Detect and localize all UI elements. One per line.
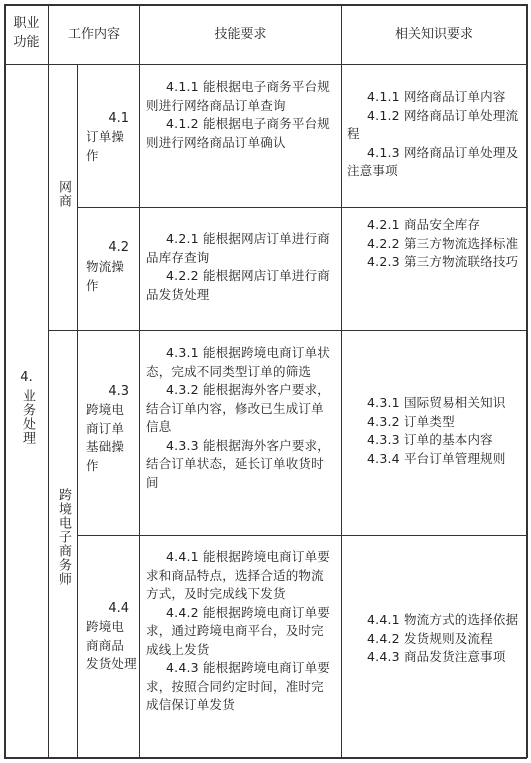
skill-item: 4.2.2 能根据网店订单进行商品发货处理 — [146, 268, 330, 302]
header-knowledge: 相关知识要求 — [394, 27, 473, 42]
row-divider-1 — [77, 207, 527, 208]
knowledge-item: 4.4.3 商品发货注意事项 — [367, 649, 506, 664]
row-4-knowledge — [347, 611, 523, 667]
col-divider-4 — [341, 4, 342, 758]
knowledge-item: 4.1.2 网络商品订单处理流程 — [347, 107, 519, 141]
row-4-title-line: 发货处理 — [86, 656, 137, 671]
header-function-line2: 功能 — [13, 35, 40, 50]
row-1-num: 4.1 — [108, 111, 129, 126]
function-number: 4. — [20, 370, 33, 385]
knowledge-item: 4.1.3 网络商品订单处理及注意事项 — [347, 144, 519, 178]
header-function-line1: 职业 — [13, 16, 40, 31]
row-4-title-line: 商商品 — [86, 637, 125, 653]
skill-item: 4.4.1 能根据跨境电商订单要求和商品特点，选择合适的物流方式，及时完成线下发货 — [146, 549, 330, 601]
row-1-skills — [146, 78, 336, 152]
row-3-skills — [146, 344, 336, 492]
row-4-skills — [146, 548, 336, 715]
knowledge-item: 4.3.2 订单类型 — [367, 413, 455, 429]
row-4-num: 4.4 — [108, 601, 129, 616]
row-3-knowledge — [347, 394, 523, 468]
knowledge-item: 4.3.4 平台订单管理规则 — [367, 450, 506, 466]
header-function — [5, 14, 48, 52]
knowledge-item: 4.2.1 商品安全库存 — [367, 217, 481, 232]
row-1-knowledge — [347, 88, 523, 181]
row-2-num: 4.2 — [108, 240, 129, 255]
table-border-bottom — [4, 757, 527, 759]
row-2-title-text — [86, 258, 136, 295]
row-divider-2 — [48, 330, 527, 331]
table-border-right — [526, 4, 528, 758]
knowledge-item: 4.4.2 发货规则及流程 — [367, 630, 493, 646]
row-3-title-line: 跨境电 — [86, 402, 125, 417]
skill-item: 4.1.1 能根据电子商务平台规则进行网络商品订单查询 — [146, 79, 330, 113]
row-3-title-line: 商订单 — [86, 420, 125, 436]
row-2-title — [78, 238, 139, 257]
header-divider — [4, 64, 527, 65]
skill-item: 4.4.3 能根据跨境电商订单要求，按照合同约定时间，准时完成信保订单发货 — [146, 660, 330, 712]
knowledge-item: 4.1.1 网络商品订单内容 — [367, 89, 506, 104]
table-border-top — [4, 4, 527, 6]
row-3-title — [78, 382, 139, 401]
row-2-knowledge — [347, 216, 523, 272]
skill-item: 4.1.2 能根据电子商务平台规则进行网络商品订单确认 — [146, 116, 330, 150]
row-4-title-text — [86, 618, 140, 674]
skill-item: 4.3.3 能根据海外客户要求，结合订单状态，延长订单收货时间 — [146, 437, 330, 490]
group-label-crossborder: 跨境电子商务师 — [56, 488, 71, 586]
row-divider-3 — [77, 535, 527, 536]
skill-item: 4.4.2 能根据跨境电商订单要求，通过跨境电商平台，及时完成线上发货 — [146, 604, 330, 657]
row-1-title-line: 作 — [86, 147, 99, 163]
row-1-title-text — [86, 128, 136, 165]
knowledge-item: 4.2.3 第三方物流联络技巧 — [367, 254, 519, 269]
knowledge-item: 4.4.1 物流方式的选择依据 — [367, 612, 519, 627]
row-2-title-line: 作 — [86, 277, 99, 293]
function-name: 业务处理 — [20, 389, 35, 445]
row-3-title-line: 作 — [86, 457, 99, 473]
skill-item: 4.3.1 能根据跨境电商订单状态，完成不同类型订单的筛选 — [146, 345, 330, 379]
col-divider-1 — [48, 4, 49, 758]
row-3-num: 4.3 — [108, 384, 129, 399]
knowledge-item: 4.3.3 订单的基本内容 — [367, 432, 493, 447]
knowledge-item: 4.3.1 国际贸易相关知识 — [367, 395, 506, 410]
header-work-content: 工作内容 — [67, 27, 120, 42]
knowledge-item: 4.2.2 第三方物流选择标准 — [367, 235, 519, 251]
skill-item: 4.3.2 能根据海外客户要求，结合订单内容，修改已生成订单信息 — [146, 382, 330, 434]
row-1-title — [78, 109, 139, 128]
header-skills: 技能要求 — [214, 27, 267, 42]
skill-item: 4.2.1 能根据网店订单进行商品库存查询 — [146, 231, 330, 265]
row-3-title-text — [86, 401, 138, 475]
row-4-title-line: 跨境电 — [86, 619, 125, 634]
group-label-wangshang: 网商 — [56, 180, 71, 208]
row-3-title-line: 基础操 — [86, 439, 125, 454]
col-divider-2 — [77, 65, 78, 758]
row-2-skills — [146, 230, 336, 304]
row-1-title-line: 订单操 — [86, 129, 125, 144]
row-4-title — [78, 599, 139, 618]
row-2-title-line: 物流操 — [86, 259, 125, 274]
